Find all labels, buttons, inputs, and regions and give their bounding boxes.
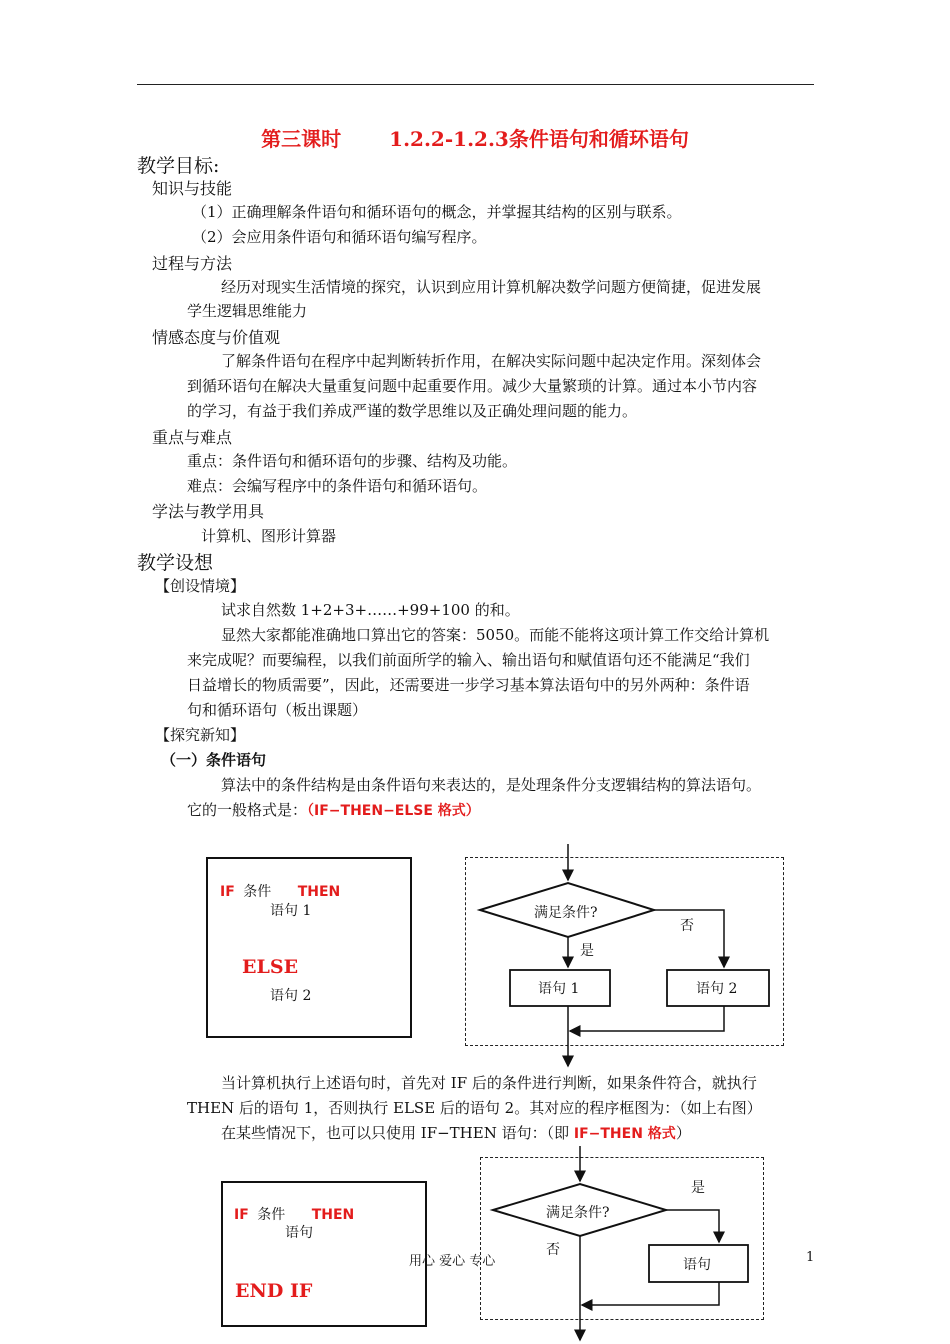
key-focus: 重点：条件语句和循环语句的步骤、结构及功能。 bbox=[187, 452, 518, 470]
code1-stmt-2: 语句 2 bbox=[270, 988, 312, 1004]
code2-then-keyword: THEN bbox=[311, 1207, 355, 1223]
title-lesson: 第三课时 bbox=[261, 127, 342, 151]
format-name: （IF−THEN−ELSE 格式） bbox=[307, 803, 480, 819]
process-heading: 过程与方法 bbox=[152, 254, 233, 273]
scene-line-1: 试求自然数 1+2+3+……+99+100 的和。 bbox=[221, 601, 520, 619]
key-heading: 重点与难点 bbox=[152, 428, 233, 447]
scene-line-5: 句和循环语句（板出课题） bbox=[187, 701, 368, 719]
scene-line-4: 日益增长的物质需要”，因此，还需要进一步学习基本算法语句中的另外两种：条件语 bbox=[187, 676, 750, 694]
knowledge-item-1: （1）正确理解条件语句和循环语句的概念，并掌握其结构的区别与联系。 bbox=[192, 203, 682, 221]
key-difficulty: 难点：会编写程序中的条件语句和循环语句。 bbox=[187, 477, 488, 495]
code2-stmt: 语句 bbox=[285, 1225, 313, 1241]
explore-heading: 【探究新知】 bbox=[155, 726, 246, 744]
knowledge-item-2: （2）会应用条件语句和循环语句编写程序。 bbox=[192, 228, 487, 246]
emotion-line-3: 的学习，有益于我们养成严谨的数学思维以及正确处理问题的能力。 bbox=[187, 402, 638, 420]
code1-stmt-1: 语句 1 bbox=[270, 903, 312, 919]
code2-condition: 条件 bbox=[257, 1207, 286, 1223]
tools-line: 计算机、图形计算器 bbox=[201, 527, 337, 545]
explain-line-1: 当计算机执行上述语句时，首先对 IF 后的条件进行判断，如果条件符合，就执行 bbox=[221, 1074, 757, 1092]
flowchart2-no-label: 否 bbox=[546, 1242, 560, 1258]
scene-line-2: 显然大家都能准确地口算出它的答案：5050。而能不能将这项计算工作交给计算机 bbox=[221, 626, 770, 644]
emotion-line-2: 到循环语句在解决大量重复问题中起重要作用。减少大量繁琐的计算。通过本小节内容 bbox=[187, 377, 758, 395]
code1-condition: 条件 bbox=[243, 884, 272, 900]
code1-else-keyword: ELSE bbox=[242, 956, 299, 978]
explain-line-3-prefix: 在某些情况下，也可以只使用 IF−THEN 语句：（即 bbox=[221, 1124, 574, 1142]
flowchart2-decision-label: 满足条件? bbox=[546, 1205, 610, 1221]
flowchart1-box2-label: 语句 2 bbox=[696, 981, 738, 997]
scene-line-3: 来完成呢？而要编程，以我们前面所学的输入、输出语句和赋值语句还不能满足“我们 bbox=[187, 651, 750, 669]
flowchart1-no-label: 否 bbox=[680, 918, 694, 934]
format-prefix: 它的一般格式是： bbox=[187, 801, 308, 819]
flowchart2-box-label: 语句 bbox=[683, 1257, 711, 1273]
emotion-line-1: 了解条件语句在程序中起判断转折作用，在解决实际问题中起决定作用。深刻体会 bbox=[221, 352, 762, 370]
explain-format-name: IF−THEN 格式 bbox=[573, 1126, 676, 1142]
section1-heading: （一）条件语句 bbox=[161, 751, 267, 769]
code2-if-keyword: IF bbox=[234, 1207, 249, 1223]
process-line-2: 学生逻辑思维能力 bbox=[187, 302, 308, 320]
knowledge-heading: 知识与技能 bbox=[152, 179, 233, 198]
explain-line-2: THEN 后的语句 1，否则执行 ELSE 后的语句 2。其对应的程序框图为：（如上右图） bbox=[187, 1099, 762, 1117]
design-heading: 教学设想 bbox=[137, 552, 214, 574]
tools-heading: 学法与教学用具 bbox=[152, 502, 265, 521]
scene-heading: 【创设情境】 bbox=[155, 577, 246, 595]
objectives-heading: 教学目标: bbox=[137, 155, 220, 177]
code1-if-keyword: IF bbox=[220, 884, 235, 900]
explain-line-3-suffix: ） bbox=[675, 1124, 691, 1142]
flowchart1-box1-label: 语句 1 bbox=[538, 981, 580, 997]
page-number: 1 bbox=[806, 1250, 815, 1265]
footer-motto: 用心 爱心 专心 bbox=[409, 1254, 496, 1269]
code2-endif-keyword: END IF bbox=[235, 1280, 313, 1302]
code1-then-keyword: THEN bbox=[297, 884, 341, 900]
section1-line-1: 算法中的条件结构是由条件语句来表达的，是处理条件分支逻辑结构的算法语句。 bbox=[221, 776, 762, 794]
process-line-1: 经历对现实生活情境的探究，认识到应用计算机解决数学问题方便简捷，促进发展 bbox=[221, 278, 762, 296]
flowchart1-yes-label: 是 bbox=[580, 943, 594, 959]
emotion-heading: 情感态度与价值观 bbox=[152, 328, 281, 347]
flowchart1-decision-label: 满足条件? bbox=[534, 905, 598, 921]
title-topic: 1.2.2-1.2.3条件语句和循环语句 bbox=[389, 127, 689, 151]
flowchart2-yes-label: 是 bbox=[691, 1180, 705, 1196]
